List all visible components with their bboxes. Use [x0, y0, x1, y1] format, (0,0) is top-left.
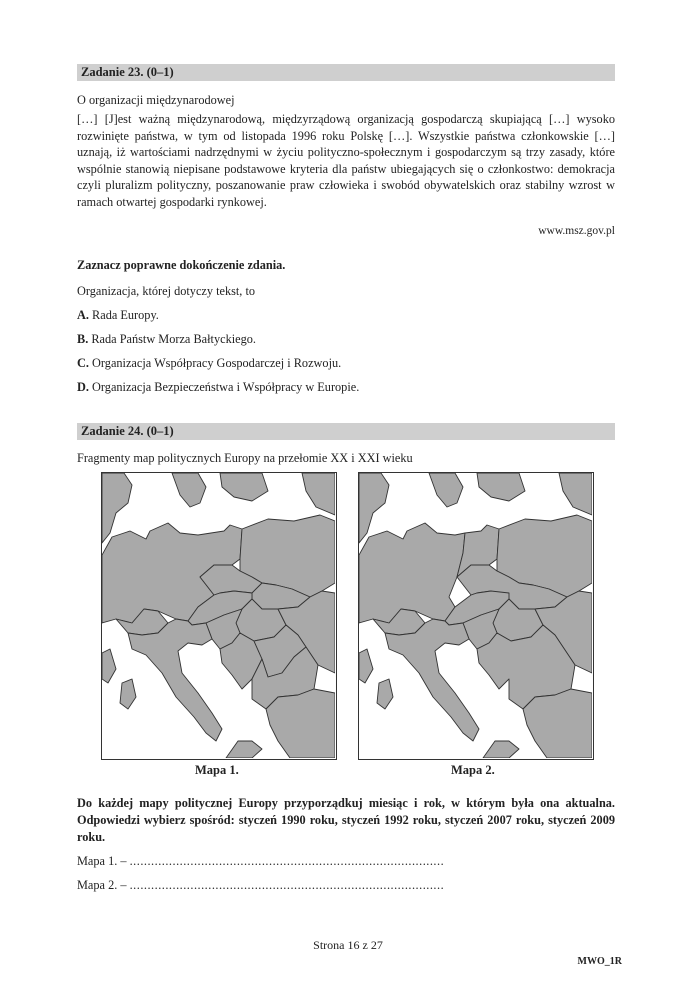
map-1: [101, 472, 337, 760]
option-text: Rada Państw Morza Bałtyckiego.: [91, 332, 256, 346]
task23-header: Zadanie 23. (0–1): [77, 64, 615, 81]
task23-instruction: Zaznacz poprawne dokończenie zdania.: [77, 258, 286, 272]
answer-map-1[interactable]: [77, 854, 444, 869]
answer-label: Mapa 2. –: [77, 878, 127, 892]
exam-code: MWO_1R: [577, 956, 622, 967]
option-b[interactable]: [77, 332, 256, 347]
option-a[interactable]: [77, 308, 159, 323]
map-2: [358, 472, 594, 760]
option-d[interactable]: [77, 380, 359, 395]
task24-header: Zadanie 24. (0–1): [77, 423, 615, 440]
task23-intro: O organizacji międzynarodowej: [77, 93, 235, 107]
page-number: Strona 16 z 27: [313, 938, 383, 952]
option-letter: A.: [77, 308, 89, 322]
option-letter: C.: [77, 356, 89, 370]
answer-line[interactable]: ........................................................................................: [129, 854, 445, 868]
task23-stem: Organizacja, której dotyczy tekst, to: [77, 284, 256, 298]
option-text: Organizacja Współpracy Gospodarczej i Rozwoju.: [92, 356, 342, 370]
option-text: Organizacja Bezpieczeństwa i Współpracy w Europie.: [92, 380, 360, 394]
map-2-caption: Mapa 2.: [451, 763, 495, 777]
option-text: Rada Europy.: [92, 308, 159, 322]
answer-line[interactable]: ........................................................................................: [129, 878, 445, 892]
option-letter: D.: [77, 380, 89, 394]
task23-source: www.msz.gov.pl: [538, 225, 615, 237]
map-1-caption: Mapa 1.: [195, 763, 239, 777]
task24-instruction: Do każdej mapy politycznej Europy przyporządkuj miesiąc i rok, w którym była ona aktualna. Odpowiedzi wybierz spośród: styczeń 1990 roku, styczeń 1992 roku, styczeń 2007 roku, styczeń 2009 roku.: [77, 796, 615, 844]
option-letter: B.: [77, 332, 89, 346]
option-c[interactable]: [77, 356, 341, 371]
answer-map-2[interactable]: [77, 878, 444, 893]
task23-quote: […] [J]est ważną międzynarodową, międzyrządową organizacją gospodarczą skupiającą […] wysoko rozwinięte państwa, w tym od listopada 1996 roku Polskę […]. Wszystkie państwa członkowskie […] uznają, iż wartościami nadrzędnymi w życiu polityczno-społecznym i gospodarczym są trzy zasady, które wspólnie stanowią niepisane podstawowe kryteria dla państw ubiegających się o członkostwo: demokracja czyli pluralizm polityczny, poszanowanie praw człowieka i swobód obywatelskich oraz stabilny wzrost w ramach otwartej gospodarki rynkowej.: [77, 112, 615, 209]
answer-label: Mapa 1. –: [77, 854, 127, 868]
task24-intro: Fragmenty map politycznych Europy na przełomie XX i XXI wieku: [77, 451, 413, 465]
